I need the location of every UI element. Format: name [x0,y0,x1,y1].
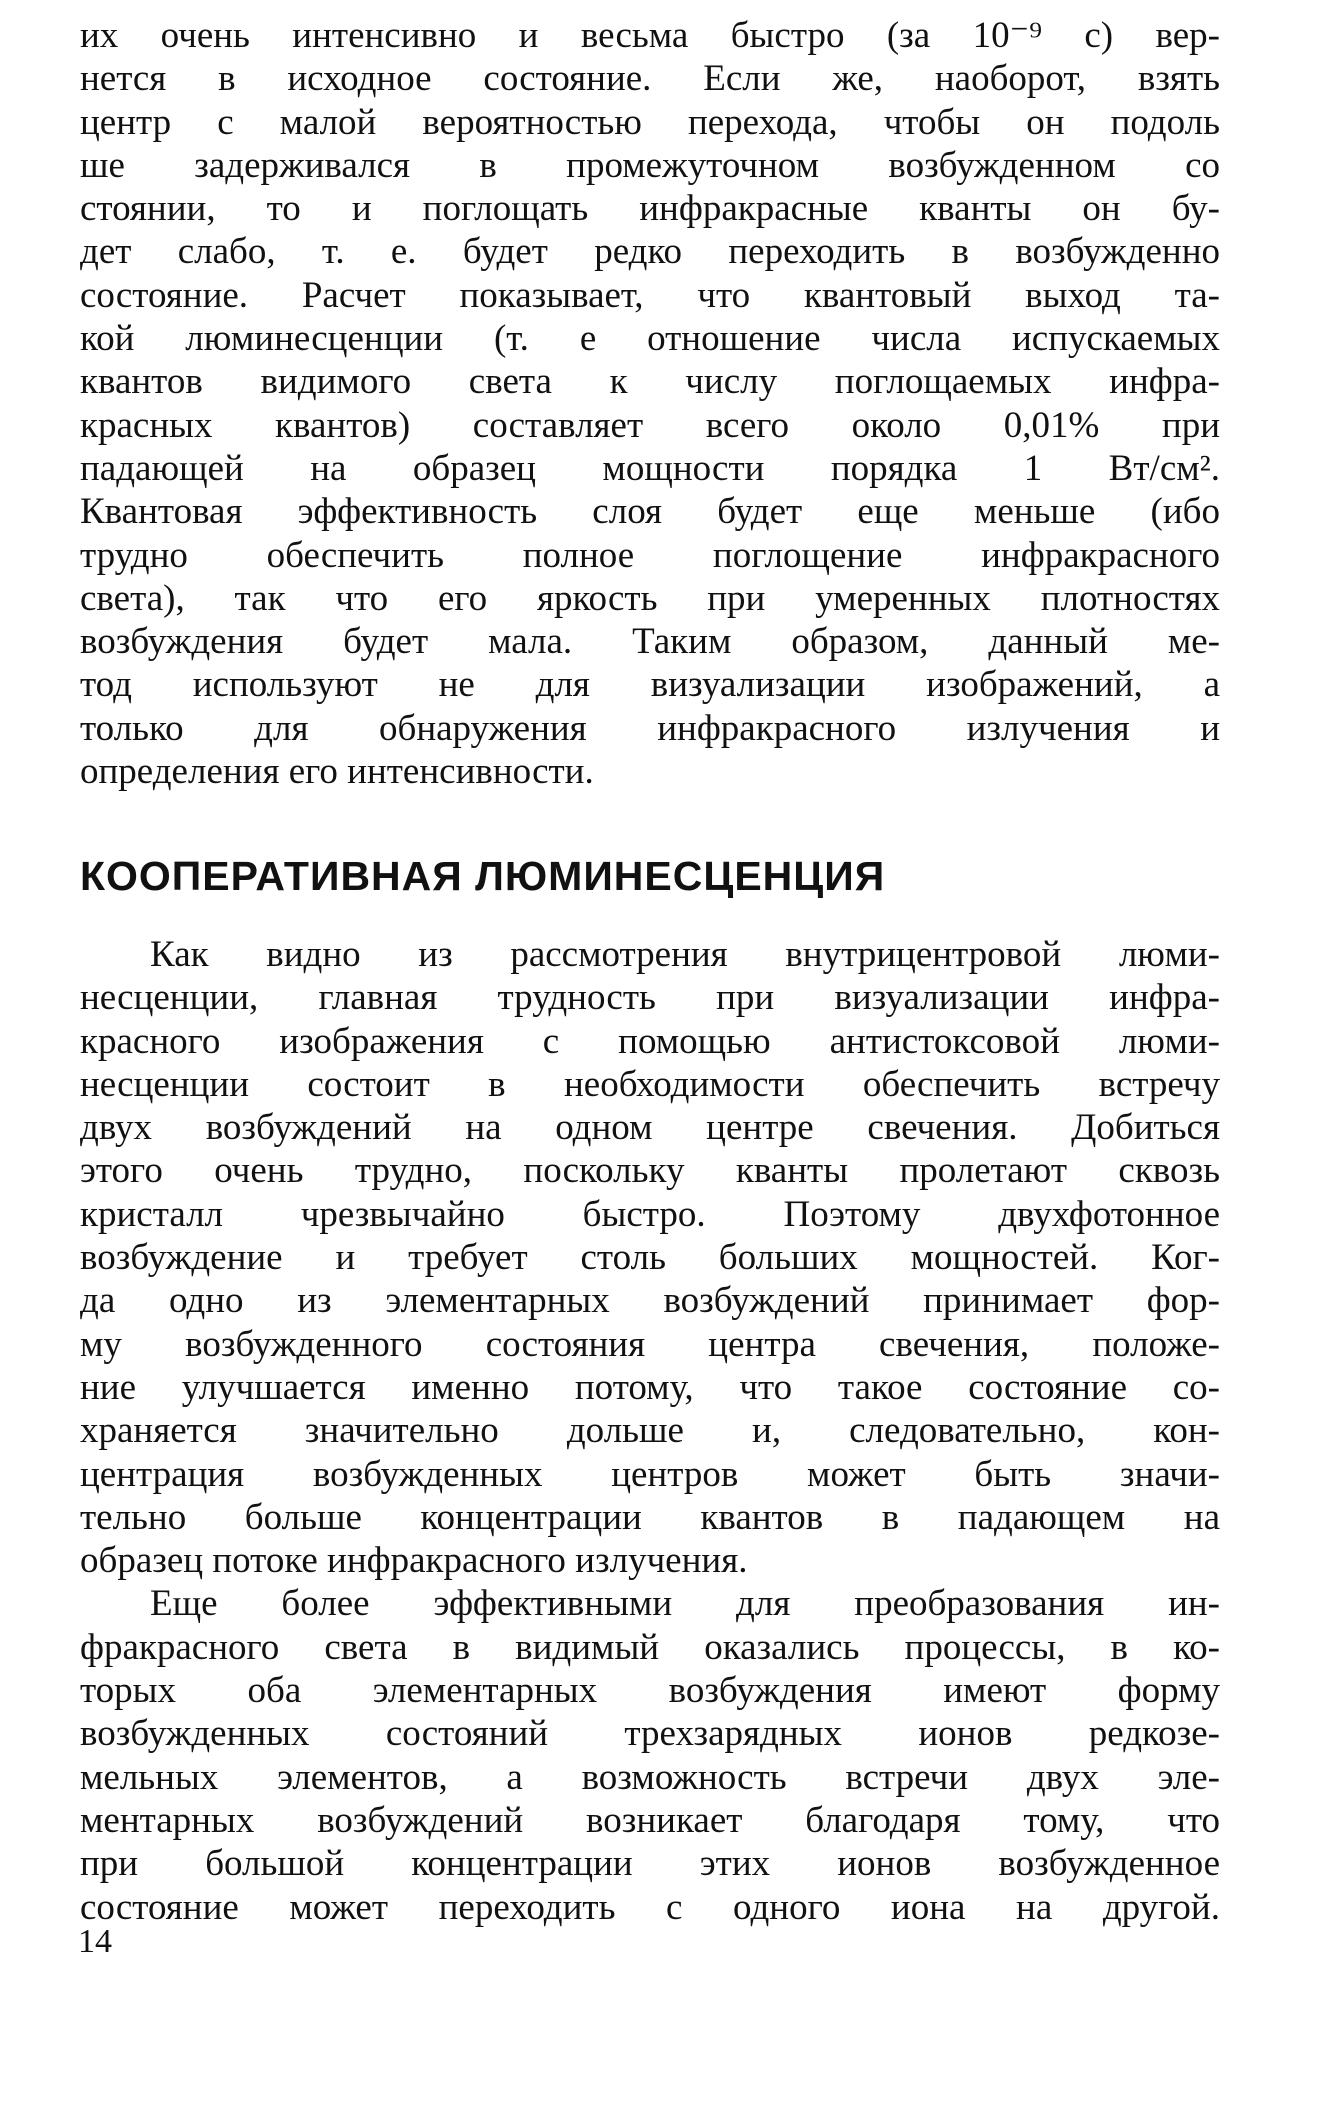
text-line: состояние. Расчет показывает, что квантовый выход та- [80,274,1220,316]
text-line: му возбужденного состояния центра свечения, положе- [80,1323,1220,1365]
text-line: Квантовая эффективность слоя будет еще меньше (ибо [80,491,1220,533]
text-line: стоянии, то и поглощать инфракрасные кванты он бу- [80,188,1220,230]
page-number: 14 [78,1923,112,1960]
text-line: только для обнаружения инфракрасного излучения и [80,707,1220,749]
text-line: определения его интенсивности. [80,751,594,793]
text-line: ментарных возбуждений возникает благодаря тому, что [80,1799,1220,1841]
text-line: несценции, главная трудность при визуализации инфра- [80,977,1220,1019]
paragraph-2 [80,933,1220,1582]
text-line: несценции состоит в необходимости обеспечить встречу [80,1063,1220,1105]
text-line: состояние может переходить с одного иона на другой. [80,1886,1220,1928]
text-line: возбужденных состояний трехзарядных ионов редкозе- [80,1713,1220,1755]
text-line: двух возбуждений на одном центре свечения. Добиться [80,1107,1220,1149]
paragraph-3 [80,1582,1220,1928]
text-line: тод используют не для визуализации изображений, а [80,664,1220,706]
text-line: храняется значительно дольше и, следовательно, кон- [80,1410,1220,1452]
text-line: Как видно из рассмотрения внутрицентровой люми- [150,934,1220,975]
text-line: трудно обеспечить полное поглощение инфракрасного [80,534,1220,576]
text-line: красного изображения с помощью антистоксовой люми- [80,1020,1220,1062]
text-line: при большой концентрации этих ионов возбужденное [80,1843,1220,1885]
text-line: квантов видимого света к числу поглощаемых инфра- [80,361,1220,403]
text-line: возбуждение и требует столь больших мощностей. Ког- [80,1237,1220,1279]
text-line: падающей на образец мощности порядка 1 Вт/см². [80,447,1220,489]
text-line: мельных элементов, а возможность встречи двух эле- [80,1756,1220,1798]
text-line: возбуждения будет мала. Таким образом, данный ме- [80,621,1220,663]
text-line: их очень интенсивно и весьма быстро (за 10⁻⁹ с) вер- [80,15,1220,56]
text-line: света), так что его яркость при умеренных плотностях [80,577,1220,619]
text-line: да одно из элементарных возбуждений принимает фор- [80,1280,1220,1322]
text-line: красных квантов) составляет всего около 0,01% при [80,404,1220,446]
text-line: ние улучшается именно потому, что такое состояние со- [80,1366,1220,1408]
text-line: нется в исходное состояние. Если же, наоборот, взять [80,58,1220,100]
top-paragraph [80,14,1220,793]
text-line: Еще более эффективными для преобразования ин- [150,1583,1220,1625]
body-paragraphs [80,933,1220,1929]
text-line: тельно больше концентрации квантов в падающем на [80,1496,1220,1538]
text-line: образец потоке инфракрасного излучения. [80,1540,748,1582]
text-line: этого очень трудно, поскольку кванты пролетают сквозь [80,1150,1220,1192]
text-line: кой люминесценции (т. е отношение числа испускаемых [80,318,1220,360]
text-line: торых оба элементарных возбуждения имеют форму [80,1670,1220,1712]
section-heading: КООПЕРАТИВНАЯ ЛЮМИНЕСЦЕНЦИЯ [80,853,886,899]
text-line: фракрасного света в видимый оказались процессы, в ко- [80,1626,1220,1668]
text-line: кристалл чрезвычайно быстро. Поэтому двухфотонное [80,1193,1220,1235]
text-line: ше задерживался в промежуточном возбужденном со [80,144,1220,186]
text-line: центр с малой вероятностью перехода, чтобы он подоль [80,101,1220,143]
text-line: дет слабо, т. е. будет редко переходить в возбужденно [80,231,1220,273]
text-line: центрация возбужденных центров может быть значи- [80,1453,1220,1495]
